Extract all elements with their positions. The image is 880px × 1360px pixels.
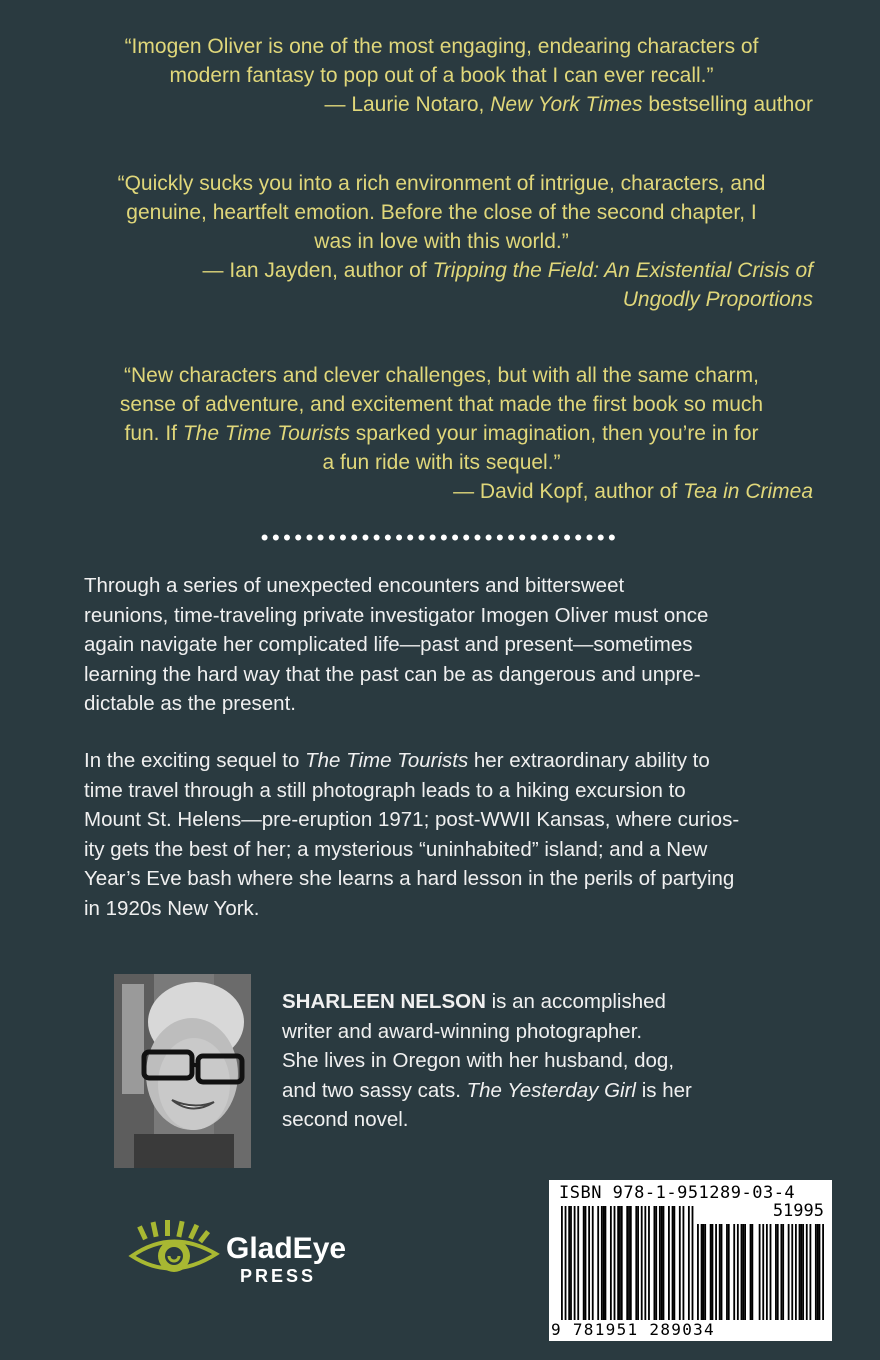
barcode-bar (585, 1206, 587, 1320)
isbn-barcode (549, 1180, 832, 1341)
barcode-bar (617, 1206, 619, 1320)
barcode-bar (641, 1206, 643, 1320)
barcode-bar (683, 1206, 685, 1320)
barcode-bar (726, 1224, 728, 1320)
barcode (549, 1180, 832, 1341)
barcode-bar (802, 1224, 804, 1320)
book-description-para2 (84, 746, 804, 923)
barcode-bar (630, 1206, 632, 1320)
barcode-bar (744, 1224, 746, 1320)
barcode-bar (702, 1224, 704, 1320)
barcode-bar (750, 1224, 752, 1320)
bio-line: writer and award-winning photographer. (282, 1019, 643, 1043)
barcode-bar (770, 1224, 772, 1320)
description-line: learning the hard way that the past can be as dangerous and unpre- (84, 662, 701, 686)
barcode-bar (661, 1206, 663, 1320)
quote-line: “Quickly sucks you into a rich environment of intrigue, characters, and (117, 172, 766, 195)
author-name: SHARLEEN NELSON (282, 990, 486, 1013)
review-quote-notaro (70, 32, 813, 119)
quote-line: fun. If The Time Tourists sparked your imagination, then you’re in for (124, 422, 759, 445)
barcode-bar (817, 1224, 819, 1320)
description-line: Mount St. Helens—pre-eruption 1971; post-WWII Kansas, where curios- (84, 808, 740, 831)
barcode-bar (605, 1206, 607, 1320)
barcode-bar (644, 1206, 646, 1320)
barcode-bar (800, 1224, 802, 1320)
quote-line: “Imogen Oliver is one of the most engaging, endearing characters of (124, 35, 759, 58)
barcode-bar (574, 1206, 576, 1320)
barcode-bar (815, 1224, 817, 1320)
barcode-bar (577, 1206, 579, 1320)
barcode-bar (626, 1206, 628, 1320)
bio-line: and two sassy cats. The Yesterday Girl is her (282, 1078, 692, 1102)
barcode-bar (679, 1206, 681, 1320)
barcode-bar (619, 1206, 621, 1320)
barcode-bar (782, 1224, 784, 1320)
author-photo (114, 974, 251, 1168)
review-quote-kopf (70, 361, 813, 506)
quote-attribution: — Ian Jayden, author of Tripping the Field: An Existential Crisis of (202, 259, 813, 282)
dotted-separator: •••••••••••••••••••••••••••••••• (260, 531, 620, 545)
quote-line: genuine, heartfelt emotion. Before the close of the second chapter, I (126, 201, 757, 224)
description-line: Year’s Eve bash where she learns a hard lesson in the perils of partying (84, 867, 735, 890)
barcode-bar (822, 1224, 824, 1320)
review-quote-jayden (70, 169, 813, 314)
barcode-bar (635, 1206, 637, 1320)
bio-line: She lives in Oregon with her husband, dog, (282, 1049, 675, 1072)
barcode-bar (780, 1224, 782, 1320)
barcode-bar (704, 1224, 706, 1320)
description-line: in 1920s New York. (84, 896, 260, 920)
barcode-bar (673, 1206, 675, 1320)
barcode-bar (809, 1224, 811, 1320)
barcode-bar (819, 1224, 821, 1320)
barcode-bar (701, 1224, 703, 1320)
publisher-name-top: GladEye (226, 1232, 347, 1265)
ean-digits: 9 781951 289034 (551, 1320, 715, 1339)
barcode-bar (775, 1224, 777, 1320)
barcode-bar (791, 1224, 793, 1320)
barcode-bar (614, 1206, 616, 1320)
quote-line: a fun ride with its sequel.” (322, 451, 561, 474)
description-line: dictable as the present. (84, 692, 296, 715)
description-line: Through a series of unexpected encounters and bittersweet (84, 574, 625, 597)
barcode-bar (777, 1224, 779, 1320)
barcode-bar (648, 1206, 650, 1320)
barcode-bar (583, 1206, 585, 1320)
barcode-bar (637, 1206, 639, 1320)
barcode-bar (688, 1206, 690, 1320)
barcode-bar (799, 1224, 801, 1320)
description-line: again navigate her complicated life—past and present—sometimes (84, 633, 693, 656)
barcode-bar (759, 1224, 761, 1320)
barcode-bar (570, 1206, 572, 1320)
quote-line: modern fantasy to pop out of a book that I can ever recall.” (169, 64, 714, 87)
barcode-bar (592, 1206, 594, 1320)
barcode-bar (565, 1206, 567, 1320)
barcode-bar (766, 1224, 768, 1320)
barcode-bar (806, 1224, 808, 1320)
barcode-bar (737, 1224, 739, 1320)
barcode-bar (597, 1206, 599, 1320)
barcode-bar (610, 1206, 612, 1320)
gladeye-press-logo (128, 1220, 368, 1290)
barcode-bar (668, 1206, 670, 1320)
barcode-bar (733, 1224, 735, 1320)
barcode-bar (721, 1224, 723, 1320)
description-line: In the exciting sequel to The Time Tourists her extraordinary ability to (84, 749, 710, 772)
bio-line: second novel. (282, 1108, 409, 1131)
barcode-bar (795, 1224, 797, 1320)
barcode-bar (601, 1206, 603, 1320)
quote-attribution: — David Kopf, author of Tea in Crimea (453, 480, 813, 503)
quote-attribution: — Laurie Notaro, New York Times bestselling author (324, 93, 813, 116)
description-line: time travel through a still photograph leads to a hiking excursion to (84, 778, 686, 802)
barcode-bar (603, 1206, 605, 1320)
barcode-bar (762, 1224, 764, 1320)
quote-attribution-line2: Ungodly Proportions (622, 288, 813, 311)
publisher-name-bottom: PRESS (240, 1266, 317, 1286)
quote-line: was in love with this world.” (314, 230, 569, 253)
book-description-para1 (84, 571, 804, 719)
quote-line: sense of adventure, and excitement that made the first book so much (119, 393, 764, 416)
barcode-bar (672, 1206, 674, 1320)
description-line: reunions, time-traveling private investigator Imogen Oliver must once (84, 603, 709, 627)
barcode-bar (659, 1206, 661, 1320)
barcode-bar (561, 1206, 563, 1320)
barcode-bar (710, 1224, 712, 1320)
barcode-bar (654, 1206, 656, 1320)
gladeye-eye-logo-icon (128, 1220, 368, 1290)
bio-line: SHARLEEN NELSON is an accomplished (282, 990, 666, 1013)
barcode-bar (697, 1224, 699, 1320)
author-bio (282, 987, 752, 1135)
barcode-bar (663, 1206, 665, 1320)
barcode-bar (751, 1224, 753, 1320)
description-line: ity gets the best of her; a mysterious “uninhabited” island; and a New (84, 837, 708, 861)
barcode-bar (588, 1206, 590, 1320)
barcode-bar (692, 1206, 694, 1320)
price-code: 51995 (772, 1201, 824, 1221)
quote-line: “New characters and clever challenges, but with all the same charm, (124, 364, 759, 387)
isbn-label: ISBN 978-1-951289-03-4 (559, 1183, 796, 1203)
barcode-bar (741, 1224, 743, 1320)
barcode-bar (655, 1206, 657, 1320)
barcode-bar (742, 1224, 744, 1320)
barcode-bar (715, 1224, 717, 1320)
barcode-bar (728, 1224, 730, 1320)
barcode-bar (712, 1224, 714, 1320)
barcode-bar (628, 1206, 630, 1320)
barcode-bar (719, 1224, 721, 1320)
barcode-bar (621, 1206, 623, 1320)
barcode-bar (788, 1224, 790, 1320)
barcode-bar (568, 1206, 570, 1320)
